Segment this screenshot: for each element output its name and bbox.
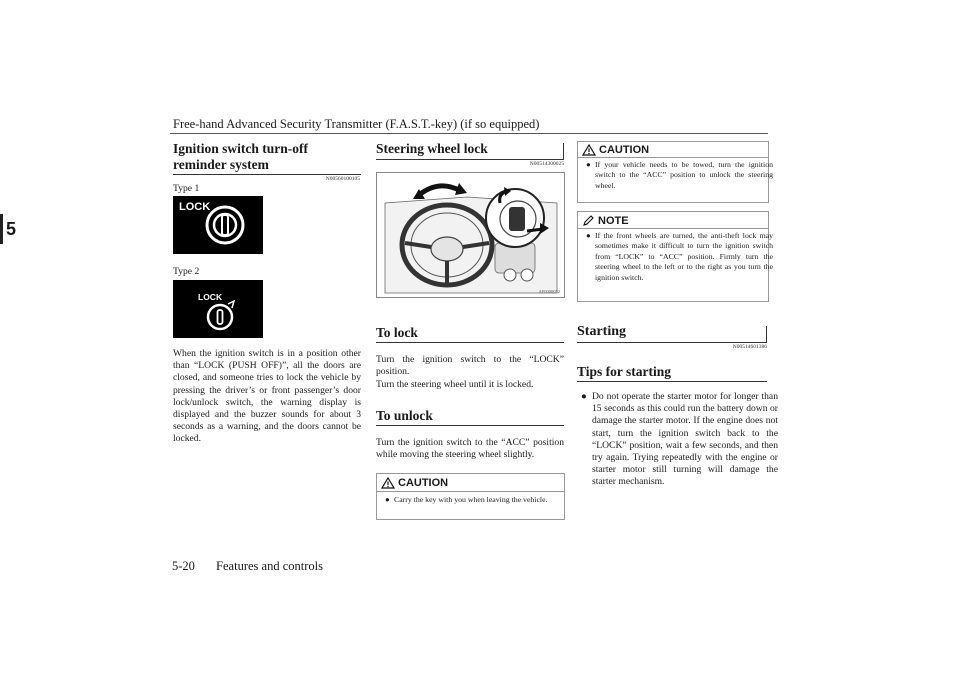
section-rule bbox=[173, 174, 361, 175]
subsection-rule bbox=[376, 342, 564, 343]
section-rule bbox=[577, 342, 767, 343]
page-footer bbox=[172, 559, 341, 574]
bullet-icon: ● bbox=[586, 160, 591, 169]
caution-rule bbox=[578, 157, 768, 158]
caution-header bbox=[582, 144, 649, 156]
caution-header bbox=[381, 477, 448, 489]
caution-box-towing bbox=[577, 141, 773, 203]
chapter-number: 5 bbox=[6, 219, 17, 239]
lcd-display-type2 bbox=[173, 280, 263, 338]
bullet-icon: ● bbox=[586, 231, 591, 240]
bullet-icon: ● bbox=[385, 495, 390, 504]
tips-item bbox=[581, 391, 778, 489]
figure-code: AF0000052 bbox=[538, 289, 560, 294]
caution-item-text: If your vehicle needs to be towed, turn the ignition switch to the “ACC” position to unlock the steering wheel. bbox=[595, 160, 773, 190]
footer-section: Features and controls bbox=[216, 559, 323, 573]
section-code: N00514601386 bbox=[732, 344, 767, 350]
type1-label: Type 1 bbox=[173, 183, 200, 194]
section-heading-ignition-reminder: Ignition switch turn-off reminder system bbox=[173, 141, 309, 172]
section-code: N00514300025 bbox=[529, 161, 564, 167]
caution-rule bbox=[377, 491, 564, 492]
to-unlock-body: Turn the ignition switch to the “ACC” position while moving the steering wheel slightly. bbox=[376, 437, 564, 461]
lcd1-lock-label: LOCK bbox=[179, 201, 211, 213]
section-heading-steering-lock: Steering wheel lock bbox=[376, 141, 488, 156]
caution-item bbox=[586, 160, 773, 191]
steering-wheel-illustration bbox=[377, 173, 564, 297]
subsection-rule bbox=[577, 381, 767, 382]
steering-wheel-figure bbox=[376, 172, 565, 298]
note-rule bbox=[578, 228, 768, 229]
tips-item-text: Do not operate the starter motor for longer than 15 seconds as this could run the battery down or damage the starter motor. If the engine does not start, turn the ignition switch back to the “LOCK” position, wait a few seconds, and then try again. Trying repeatedly with the engine or starter motor still turning will damage the starter mechanism. bbox=[592, 391, 778, 488]
subheading-tips-for-starting: Tips for starting bbox=[577, 364, 672, 379]
note-header bbox=[582, 214, 629, 227]
warning-triangle-icon bbox=[381, 477, 395, 489]
bullet-icon: ● bbox=[581, 391, 587, 402]
header-rule bbox=[170, 133, 768, 134]
caution-label: CAUTION bbox=[599, 144, 650, 156]
caution-item bbox=[385, 495, 569, 505]
to-lock-body-2: Turn the steering wheel until it is locked. bbox=[376, 379, 534, 390]
note-box-anti-theft bbox=[577, 211, 773, 302]
push-button-small-icon bbox=[203, 300, 237, 334]
chapter-tab-bar bbox=[0, 214, 3, 244]
section-rule bbox=[376, 159, 564, 160]
caution-item-text: Carry the key with you when leaving the vehicle. bbox=[394, 495, 548, 504]
subheading-to-unlock: To unlock bbox=[376, 408, 433, 423]
lcd-display-type1 bbox=[173, 196, 263, 254]
page-header-title: Free-hand Advanced Security Transmitter (F.A.S.T.-key) (if so equipped) bbox=[173, 117, 540, 131]
subsection-rule bbox=[376, 425, 564, 426]
ignition-reminder-body: When the ignition switch is in a position other than “LOCK (PUSH OFF)”, all the doors are closed, and someone tries to lock the vehicle by pressing the driver’s or front passenger’s door lock/unlock switch, the warning display is displayed and the buzzer sounds for about 3 seconds as a warning, and the doors cannot be locked. bbox=[173, 348, 361, 445]
note-pencil-icon bbox=[582, 214, 595, 227]
section-heading-starting: Starting bbox=[577, 324, 626, 339]
note-item bbox=[586, 231, 773, 283]
warning-triangle-icon bbox=[582, 144, 596, 156]
section-code: N00560100105 bbox=[325, 176, 360, 182]
type2-label: Type 2 bbox=[173, 266, 200, 277]
to-lock-body-1: Turn the ignition switch to the “LOCK” position. bbox=[376, 354, 564, 378]
note-item-text: If the front wheels are turned, the anti-theft lock may sometimes make it difficult to turn the ignition switch from “LOCK” to “ACC” position. Firmly turn the steering wheel to the left or to the right as you turn the ignition switch. bbox=[595, 231, 773, 282]
page-number: 5-20 bbox=[172, 559, 195, 573]
push-button-icon bbox=[203, 202, 247, 248]
subheading-to-lock: To lock bbox=[376, 325, 418, 340]
caution-box-carry-key bbox=[376, 473, 565, 520]
caution-label: CAUTION bbox=[398, 477, 449, 489]
lcd2-lock-label: LOCK bbox=[198, 292, 223, 302]
note-label: NOTE bbox=[598, 214, 629, 227]
